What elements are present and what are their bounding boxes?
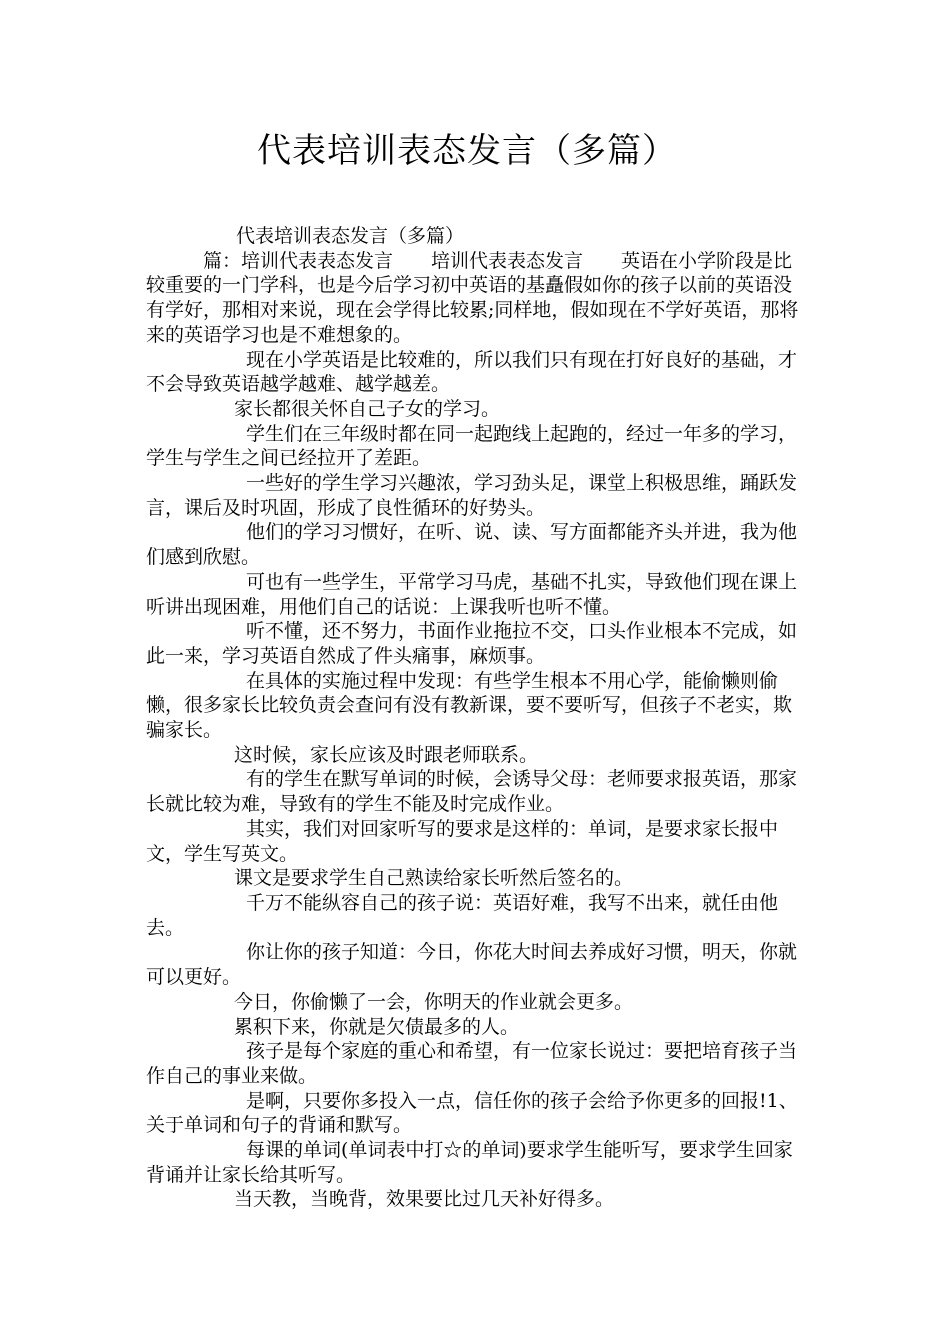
- paragraph: 孩子是每个家庭的重心和希望，有一位家长说过：要把培育孩子当作自己的事业来做。: [146, 1040, 798, 1087]
- paragraph: 当天教，当晚背，效果要比过几天补好得多。: [234, 1188, 615, 1211]
- paragraph: 现在小学英语是比较难的，所以我们只有现在打好良好的基础，才不会导致英语越学越难、越学越差。: [146, 348, 798, 396]
- paragraph: 篇：培训代表表态发言 培训代表表态发言 英语在小学阶段是比较重要的一门学科，也是今后学习初中英语的基矗假如你的孩子以前的英语没有学好，那相对来说，现在会学得比较累;同样地，假如现在不学好英语，那将来的英语学习也是不难想象的。: [146, 249, 799, 346]
- paragraph: 家长都很关怀自己子女的学习。: [234, 397, 501, 420]
- paragraph: 今日，你偷懒了一会，你明天的作业就会更多。: [234, 990, 634, 1013]
- paragraph: 你让你的孩子知道：今日，你花大时间去养成好习惯，明天，你就可以更好。: [146, 941, 798, 989]
- paragraph: 可也有一些学生，平常学习马虎，基础不扎实，导致他们现在课上听讲出现困难，用他们自己的话说：上课我听也听不懂。: [146, 570, 798, 618]
- paragraph: 是啊，只要你多投入一点，信任你的孩子会给予你更多的回报!1、关于单词和句子的背诵和默写。: [146, 1089, 798, 1137]
- document-body: [146, 224, 810, 1212]
- paragraph: 其实，我们对回家听写的要求是这样的：单词，是要求家长报中文，学生写英文。: [146, 817, 779, 865]
- subtitle: 代表培训表态发言（多篇）: [236, 225, 465, 247]
- paragraph: 每课的单词(单词表中打☆的单词)要求学生能听写，要求学生回家背诵并让家长给其听写。: [146, 1139, 793, 1186]
- paragraph: 听不懂，还不努力，书面作业拖拉不交，口头作业根本不完成，如此一来，学习英语自然成了件头痛事，麻烦事。: [146, 620, 798, 667]
- paragraph: 他们的学习习惯好，在听、说、读、写方面都能齐头并进，我为他们感到欣慰。: [146, 521, 798, 569]
- paragraph: 在具体的实施过程中发现：有些学生根本不用心学，能偷懒则偷懒，很多家长比较负责会查问有没有教新课，要不要听写，但孩子不老实，欺骗家长。: [146, 669, 793, 742]
- paragraph: 一些好的学生学习兴趣浓，学习劲头足，课堂上积极思维，踊跃发言，课后及时巩固，形成了良性循环的好势头。: [146, 472, 798, 519]
- paragraph: 这时候，家长应该及时跟老师联系。: [234, 743, 539, 766]
- paragraph: 有的学生在默写单词的时候，会诱导父母：老师要求报英语，那家长就比较为难，导致有的学生不能及时完成作业。: [146, 768, 798, 816]
- paragraph: 学生们在三年级时都在同一起跑线上起跑的，经过一年多的学习，学生与学生之间已经拉开了差距。: [146, 422, 798, 470]
- paragraph: 课文是要求学生自己熟读给家长听然后签名的。: [234, 867, 634, 890]
- document-title: 代表培训表态发言（多篇）: [257, 131, 677, 171]
- paragraph: 累积下来，你就是欠债最多的人。: [234, 1015, 520, 1038]
- paragraph: 千万不能纵容自己的孩子说：英语好难，我写不出来，就任由他去。: [146, 891, 779, 939]
